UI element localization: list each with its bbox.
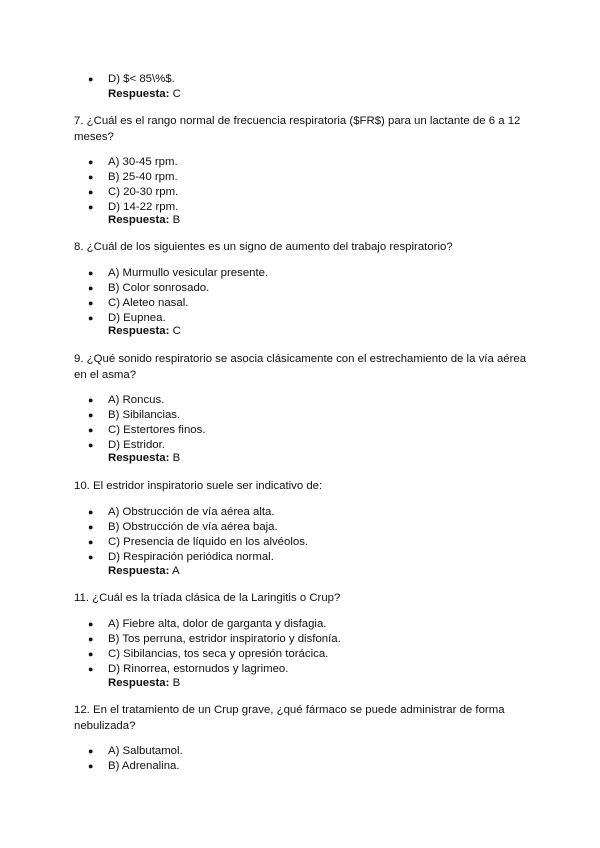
answer-value: B [169, 214, 181, 226]
option-text: A) Obstrucción de vía aérea alta. [108, 506, 275, 518]
option-text: B) 25-40 rpm. [108, 171, 178, 183]
option-text: A) 30-45 rpm. [108, 156, 178, 168]
bullet-icon: ● [88, 187, 94, 197]
bullet-icon: ● [88, 157, 94, 167]
bullet-icon: ● [88, 410, 94, 420]
bullet-icon: ● [88, 619, 94, 629]
bullet-icon: ● [88, 522, 94, 532]
bullet-icon: ● [88, 202, 94, 212]
option-text: B) Sibilancias. [108, 409, 181, 421]
option-text: D) 14-22 rpm. [108, 201, 179, 213]
option-text: A) Roncus. [108, 394, 165, 406]
bullet-icon: ● [88, 283, 94, 293]
bullet-icon: ● [88, 761, 94, 771]
question-text: 12. En el tratamiento de un Crup grave, ¿qué fármaco se puede administrar de forma nebulizada? [74, 704, 505, 732]
option-text: A) Salbutamol. [108, 745, 183, 757]
answer-value: B [169, 452, 181, 464]
answer-line [108, 676, 180, 691]
option-text: B) Obstrucción de vía aérea baja. [108, 521, 278, 533]
answer-line [108, 87, 181, 102]
option-text: A) Murmullo vesicular presente. [108, 267, 269, 279]
answer-value: C [169, 88, 181, 100]
bullet-icon: ● [88, 552, 94, 562]
answer-label: Respuesta: [108, 88, 170, 100]
answer-label: Respuesta: [108, 325, 170, 337]
option-text: C) 20-30 rpm. [108, 186, 179, 198]
bullet-icon: ● [88, 649, 94, 659]
option-text: C) Presencia de líquido en los alvéolos. [108, 536, 309, 548]
bullet-icon: ● [88, 172, 94, 182]
bullet-icon: ● [88, 537, 94, 547]
answer-value: B [169, 677, 181, 689]
answer-label: Respuesta: [108, 214, 170, 226]
bullet-icon: ● [88, 507, 94, 517]
question-text: 11. ¿Cuál es la tríada clásica de la Laringitis o Crup? [74, 592, 341, 604]
answer-label: Respuesta: [108, 677, 170, 689]
bullet-icon: ● [88, 268, 94, 278]
answer-label: Respuesta: [108, 452, 170, 464]
option-text: D) Rinorrea, estornudos y lagrimeo. [108, 663, 289, 675]
answer-value: A [169, 565, 180, 577]
option-text: C) Aleteo nasal. [108, 297, 189, 309]
option-text: C) Estertores finos. [108, 424, 206, 436]
option-text: C) Sibilancias, tos seca y opresión torácica. [108, 648, 329, 660]
option-text: A) Fiebre alta, dolor de garganta y disfagia. [108, 618, 327, 630]
option-text: D) $< 85\%$. [108, 73, 175, 85]
answer-line [108, 324, 181, 339]
question-text: 8. ¿Cuál de los siguientes es un signo de aumento del trabajo respiratorio? [74, 241, 453, 253]
option-text: D) Respiración periódica normal. [108, 551, 274, 563]
bullet-icon: ● [88, 664, 94, 674]
option-text: D) Estridor. [108, 439, 165, 451]
answer-value: C [169, 325, 181, 337]
option-text: B) Adrenalina. [108, 760, 180, 772]
bullet-icon: ● [88, 425, 94, 435]
bullet-icon: ● [88, 313, 94, 323]
bullet-icon: ● [88, 634, 94, 644]
bullet-icon: ● [88, 746, 94, 756]
option-text: B) Tos perruna, estridor inspiratorio y disfonía. [108, 633, 341, 645]
answer-line [108, 564, 180, 579]
bullet-icon: ● [88, 395, 94, 405]
answer-line [108, 451, 180, 466]
bullet-icon: ● [88, 298, 94, 308]
answer-label: Respuesta: [108, 565, 170, 577]
answer-line [108, 213, 180, 228]
question-text: 10. El estridor inspiratorio suele ser indicativo de: [74, 480, 323, 492]
option-text: D) Eupnea. [108, 312, 166, 324]
bullet-icon: ● [88, 74, 94, 84]
option-text: B) Color sonrosado. [108, 282, 210, 294]
bullet-icon: ● [88, 440, 94, 450]
question-text: 9. ¿Qué sonido respiratorio se asocia clásicamente con el estrechamiento de la vía aérea en el asma? [74, 353, 527, 381]
question-text: 7. ¿Cuál es el rango normal de frecuencia respiratoria ($FR$) para un lactante de 6 a 12 meses? [74, 115, 521, 143]
